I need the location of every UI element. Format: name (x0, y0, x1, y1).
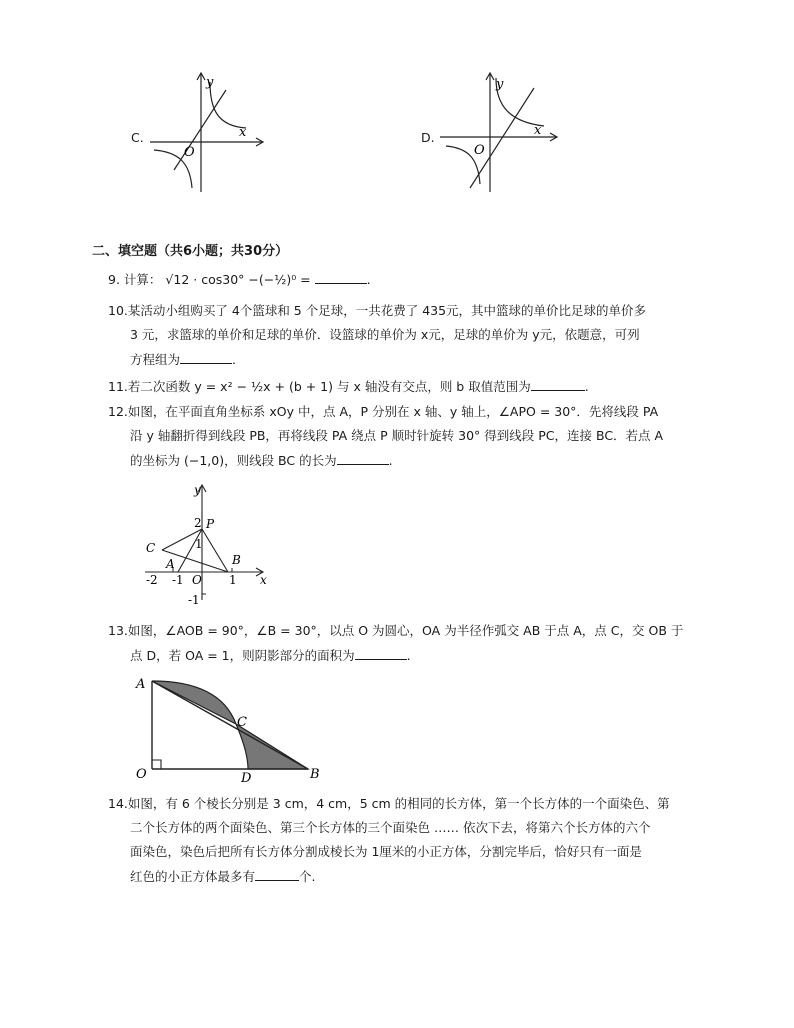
question-12-line-1 (108, 404, 658, 420)
q14-line4-end: 个. (299, 869, 316, 884)
q13-figure (130, 672, 330, 784)
q12-tick-1: 1 (229, 573, 237, 587)
q13-number: 13. (108, 623, 128, 638)
option-c-graph (146, 70, 266, 195)
q13-label-a: A (136, 677, 146, 692)
q13-side-ab (152, 681, 308, 769)
question-10-line-3 (130, 351, 236, 368)
question-14-line-4 (130, 868, 316, 885)
c-line (174, 90, 226, 170)
c-y-label: y (206, 75, 214, 90)
question-14-line-1 (108, 796, 670, 812)
question-14-line-2: 二个长方体的两个面染色、第三个长方体的三个面染色 …… 依次下去，将第六个长方体的六个 (130, 820, 651, 835)
q13-end: . (406, 648, 411, 663)
q9-answer-blank[interactable] (315, 271, 367, 284)
q9-prefix: 计算： (123, 272, 162, 287)
q13-label-o: O (136, 767, 147, 782)
q10-line1: 某活动小组购买了 4个篮球和 5 个足球，一共花费了 435元，其中篮球的单价比足球的单价多 (127, 303, 647, 318)
q12-segment-pb (202, 529, 228, 572)
q13-line1: 如图，∠AOB = 90°，∠B = 30°，以点 O 为圆心，OA 为半径作弧交 AB 于点 A，点 C，交 OB 于 (127, 623, 684, 638)
q12-tick-neg1: -1 (172, 573, 184, 587)
q12-line3: 的坐标为 (−1,0)，则线段 BC 的长为 (130, 453, 337, 468)
q9-number: 9. (108, 272, 120, 287)
option-c (128, 70, 268, 195)
question-13-line-1 (108, 623, 683, 639)
q12-tick-neg2: -2 (146, 573, 158, 587)
q10-number: 10. (108, 303, 128, 318)
q13-right-angle (152, 760, 161, 769)
question-10-line-2: 3 元，求篮球的单价和足球的单价．设篮球的单价为 x元，足球的单价为 y元，依题意，可列 (130, 327, 640, 342)
q14-answer-blank[interactable] (255, 868, 299, 881)
q10-end: . (232, 352, 236, 367)
q12-end: . (388, 453, 393, 468)
q12-label-c: C (146, 541, 156, 555)
q12-label-b: B (232, 553, 241, 567)
q11-end: . (584, 379, 589, 394)
question-12-line-3 (130, 452, 393, 469)
option-d-label: D. (421, 130, 435, 145)
q12-label-x: x (260, 573, 267, 587)
question-14-line-3: 面染色，染色后把所有长方体分割成棱长为 1厘米的小正方体，分割完毕后，恰好只有一面是 (130, 844, 642, 859)
q13-answer-blank[interactable] (355, 647, 407, 660)
d-x-label: x (534, 123, 542, 138)
question-9 (108, 271, 371, 288)
q12-tick-2: 2 (194, 516, 202, 530)
section-title: 二、填空题（共6小题；共30分） (92, 244, 289, 259)
c-hyperbola-upper (210, 82, 246, 128)
q12-answer-blank[interactable] (337, 452, 389, 465)
q13-label-b: B (310, 767, 320, 782)
q12-line1: 如图，在平面直角坐标系 xOy 中，点 A，P 分别在 x 轴、y 轴上，∠APO = 30°．先将线段 PA (127, 404, 659, 419)
q13-label-d: D (241, 771, 252, 784)
q9-end: . (366, 272, 371, 287)
c-origin-label: O (184, 145, 195, 160)
d-y-label: y (496, 77, 504, 92)
q13-label-c: C (237, 715, 247, 730)
q11-text: 若二次函数 y = x² − ½x + (b + 1) 与 x 轴没有交点，则 b 取值范围为 (127, 379, 531, 394)
option-d (418, 70, 568, 195)
q13-line2: 点 D，若 OA = 1，则阴影部分的面积为 (130, 648, 355, 663)
q12-tick-neg1y: -1 (188, 593, 200, 607)
q12-label-o: O (192, 573, 202, 587)
q14-line1: 如图，有 6 个棱长分别是 3 cm，4 cm，5 cm 的相同的长方体，第一个长方体的一个面染色、第 (127, 796, 670, 811)
question-12-line-2: 沿 y 轴翻折得到线段 PB，再将线段 PA 绕点 P 顺时针旋转 30° 得到线段 PC，连接 BC．若点 A (130, 428, 664, 443)
q10-answer-blank[interactable] (180, 351, 232, 364)
q14-number: 14. (108, 796, 128, 811)
q12-label-p: P (206, 517, 215, 531)
q12-number: 12. (108, 404, 128, 419)
q12-label-y: y (194, 483, 201, 497)
q12-tick-1y: 1 (195, 537, 203, 551)
option-c-label: C. (131, 130, 144, 145)
question-11 (108, 378, 589, 395)
question-10-line-1 (108, 303, 646, 319)
q14-line4: 红色的小正方体最多有 (130, 869, 256, 884)
q12-label-a: A (166, 557, 175, 571)
q11-number: 11. (108, 379, 128, 394)
option-d-graph (436, 70, 561, 195)
q12-figure (140, 482, 280, 607)
q9-expression: √12 · cos30° −(−½)⁰ = (165, 272, 311, 287)
q11-answer-blank[interactable] (531, 378, 585, 391)
question-13-line-2 (130, 647, 411, 664)
q10-line3: 方程组为 (130, 352, 181, 367)
d-origin-label: O (474, 143, 485, 158)
c-x-label: x (239, 125, 247, 140)
